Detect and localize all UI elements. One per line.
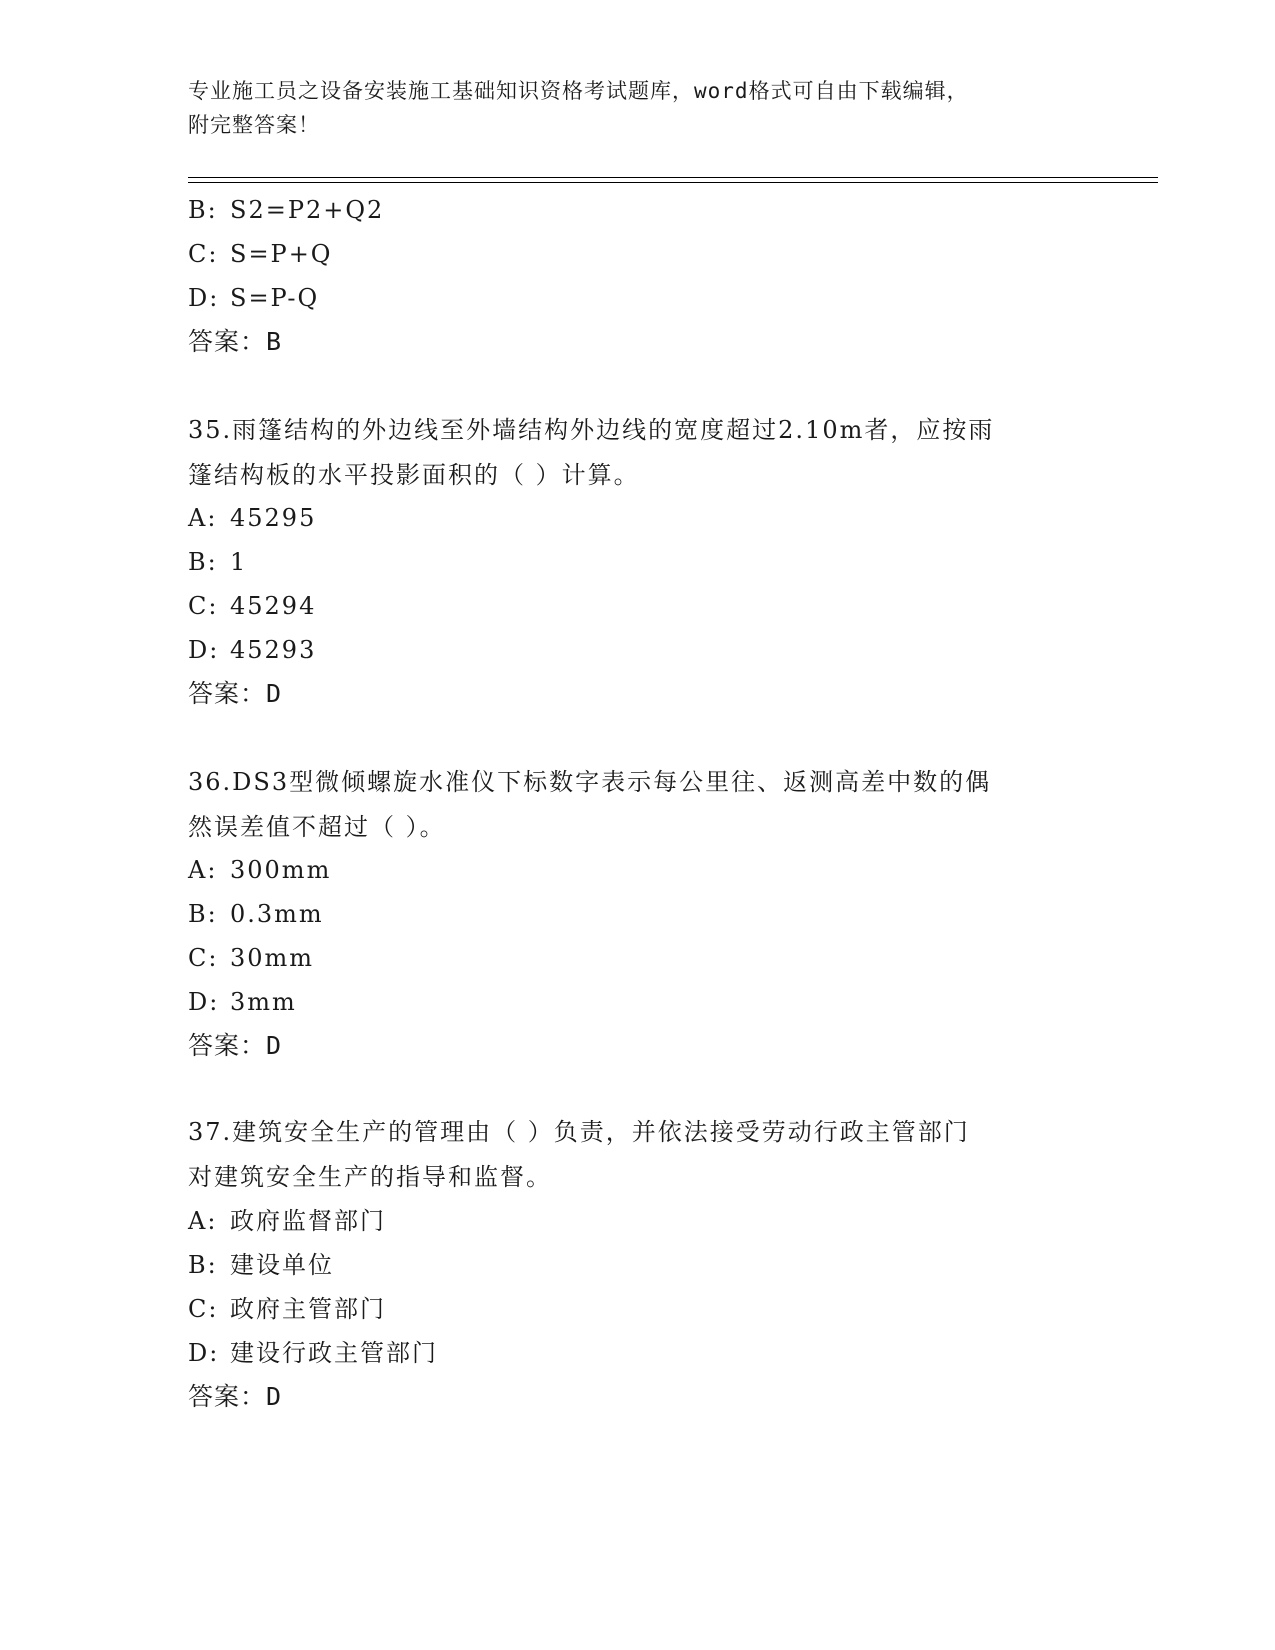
option-text: 300mm — [230, 856, 332, 884]
option-text: 3mm — [230, 988, 297, 1016]
option-text: 建设单位 — [230, 1251, 334, 1279]
option-text: 政府主管部门 — [230, 1295, 386, 1323]
option-key: D: — [188, 988, 220, 1016]
q35-stem — [188, 408, 1088, 498]
option-key: A: — [188, 1207, 218, 1235]
q37-option-d — [188, 1338, 438, 1368]
q35-option-a — [188, 503, 316, 533]
option-text: 45294 — [230, 592, 317, 620]
q36-option-a — [188, 855, 331, 885]
q36-option-b — [188, 899, 324, 929]
q36-option-c — [188, 943, 314, 973]
q35-option-b — [188, 547, 247, 577]
option-text: S2=P2+Q2 — [230, 196, 385, 224]
q35-stem-line-2: 篷结构板的水平投影面积的（ ）计算。 — [188, 461, 640, 489]
option-key: C: — [188, 944, 219, 972]
q35-option-c — [188, 591, 316, 621]
q34-answer: 答案：B — [188, 327, 283, 356]
q36-stem-line-1: 36.DS3型微倾螺旋水准仪下标数字表示每公里往、返测高差中数的偶 — [188, 768, 992, 796]
option-key: B: — [188, 1251, 218, 1279]
q37-option-a — [188, 1206, 386, 1236]
option-text: 建设行政主管部门 — [230, 1339, 438, 1367]
header-line-1: 专业施工员之设备安装施工基础知识资格考试题库，word格式可自由下载编辑， — [188, 79, 969, 103]
option-key: B: — [188, 548, 218, 576]
q35-answer: 答案：D — [188, 679, 283, 708]
option-key: C: — [188, 1295, 219, 1323]
header-line-2: 附完整答案！ — [188, 113, 320, 137]
q37-option-b — [188, 1250, 334, 1280]
option-key: C: — [188, 240, 219, 268]
q37-answer: 答案：D — [188, 1382, 283, 1411]
option-key: D: — [188, 284, 220, 312]
q37-option-c — [188, 1294, 386, 1324]
header-divider-top — [188, 177, 1158, 178]
q35-option-d — [188, 635, 316, 665]
option-text: S=P-Q — [230, 284, 320, 312]
option-key: A: — [188, 504, 218, 532]
option-text: S=P+Q — [230, 240, 333, 268]
q37-stem-line-1: 37.建筑安全生产的管理由（ ）负责，并依法接受劳动行政主管部门 — [188, 1118, 970, 1146]
option-key: C: — [188, 592, 219, 620]
option-key: B: — [188, 900, 218, 928]
option-text: 30mm — [230, 944, 315, 972]
q36-answer: 答案：D — [188, 1031, 283, 1060]
option-text: 45295 — [230, 504, 317, 532]
option-text: 45293 — [230, 636, 317, 664]
q37-stem — [188, 1110, 1088, 1200]
q36-option-d — [188, 987, 297, 1017]
document-header — [188, 74, 1068, 142]
q34-option-c — [188, 239, 332, 269]
header-divider-bottom — [188, 182, 1158, 183]
option-text: 1 — [230, 548, 248, 576]
q36-stem-line-2: 然误差值不超过（ ）。 — [188, 813, 446, 841]
option-key: A: — [188, 856, 218, 884]
option-key: B: — [188, 196, 218, 224]
q35-stem-line-1: 35.雨篷结构的外边线至外墙结构外边线的宽度超过2.10m者，应按雨 — [188, 416, 995, 444]
q34-option-b — [188, 195, 384, 225]
q34-option-d — [188, 283, 319, 313]
option-text: 政府监督部门 — [230, 1207, 386, 1235]
option-key: D: — [188, 1339, 220, 1367]
q37-stem-line-2: 对建筑安全生产的指导和监督。 — [188, 1163, 552, 1191]
q36-stem — [188, 760, 1088, 850]
option-text: 0.3mm — [230, 900, 324, 928]
option-key: D: — [188, 636, 220, 664]
